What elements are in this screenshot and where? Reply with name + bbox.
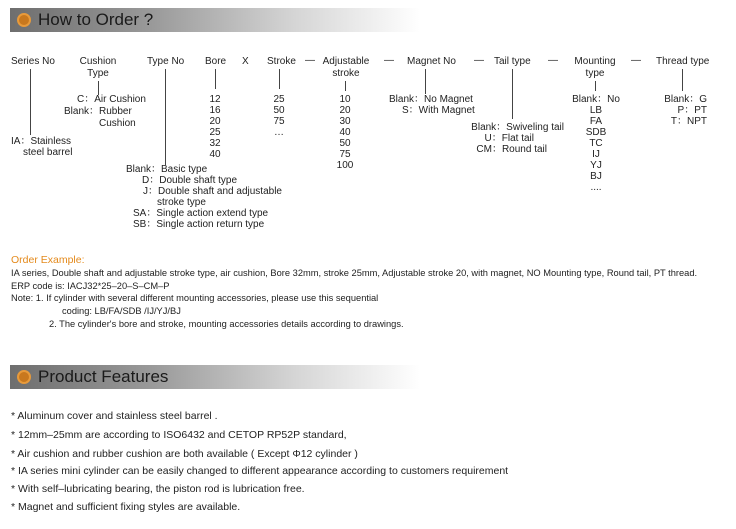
bullet-icon <box>17 13 31 27</box>
mounting-connector <box>595 81 596 91</box>
tail-option: CM：Round tail <box>476 144 547 155</box>
header-magnet-no: Magnet No <box>407 56 456 67</box>
mounting-value: IJ <box>592 149 600 160</box>
series-connector <box>30 69 31 135</box>
separator: — <box>631 55 641 66</box>
feature-item: * With self–lubricating bearing, the piston rod is lubrication free. <box>11 483 305 495</box>
mounting-value: BJ <box>590 171 602 182</box>
adjustable-connector <box>345 81 346 91</box>
magnet-option: S：With Magnet <box>402 105 475 116</box>
adjustable-value: 100 <box>336 160 354 171</box>
magnet-option: Blank：No Magnet <box>389 94 473 105</box>
separator: — <box>305 55 315 66</box>
cushion-option-blank: Blank：Rubber <box>64 106 132 117</box>
note-1: Note: 1. If cylinder with several different mounting accessories, please use this sequential <box>11 293 379 303</box>
magnet-connector <box>425 69 426 94</box>
thread-option: P：PT <box>677 105 707 116</box>
adjustable-value: 30 <box>339 116 351 127</box>
thread-options <box>640 94 707 127</box>
header-series-no: Series No <box>11 56 55 67</box>
tail-connector <box>512 69 513 119</box>
bore-value: 40 <box>209 149 221 160</box>
header-x: X <box>242 56 249 67</box>
header-stroke: Stroke <box>267 56 296 67</box>
stroke-value: 25 <box>273 94 285 105</box>
stroke-connector <box>279 69 280 89</box>
bore-value: 16 <box>209 105 221 116</box>
type-no-option: SA：Single action extend type <box>133 208 269 219</box>
type-no-connector <box>165 69 166 165</box>
order-example-description: IA series, Double shaft and adjustable stroke type, air cushion, Bore 32mm, stroke 25mm, Adjustable stroke 20, with magnet, NO Mounting type, Round tail, PT thread. <box>11 268 698 278</box>
header-thread-type: Thread type <box>656 56 710 67</box>
type-no-option: J：Double shaft and adjustable <box>143 186 282 197</box>
order-example-heading: Order Example: <box>11 254 85 266</box>
bullet-icon <box>17 370 31 384</box>
separator: — <box>384 55 394 66</box>
separator: — <box>548 55 558 66</box>
header-adjustable-stroke: Adjustable stroke <box>322 56 370 79</box>
mounting-values <box>570 94 622 193</box>
series-option: IA：Stainless steel barrel <box>11 136 73 158</box>
feature-item: * 12mm–25mm are according to ISO6432 and CETOP RP52P standard, <box>11 429 347 441</box>
feature-item: * Aluminum cover and stainless steel barrel . <box>11 410 218 422</box>
feature-item: * Air cushion and rubber cushion are both available ( Except Φ12 cylinder ) <box>11 448 358 460</box>
type-no-option: D：Double shaft type <box>142 175 238 186</box>
mounting-value: TC <box>589 138 603 149</box>
type-no-option: Blank：Basic type <box>126 164 208 175</box>
stroke-value: … <box>274 127 284 138</box>
adjustable-value: 20 <box>339 105 351 116</box>
bore-value: 12 <box>209 94 221 105</box>
feature-item: * Magnet and sufficient fixing styles are available. <box>11 501 241 513</box>
header-cushion-type: Cushion Type <box>79 56 117 79</box>
mounting-value: .... <box>590 182 602 193</box>
thread-option: T：NPT <box>670 116 707 127</box>
bore-values <box>200 94 230 160</box>
mounting-value: LB <box>589 105 603 116</box>
header-type-no: Type No <box>147 56 185 67</box>
note-1-coding: coding: LB/FA/SDB /IJ/YJ/BJ <box>62 306 181 316</box>
header-bore: Bore <box>205 56 227 67</box>
how-to-order-banner <box>10 8 420 32</box>
bore-value: 25 <box>209 127 221 138</box>
thread-connector <box>682 69 683 91</box>
mounting-value: Blank：No <box>572 94 620 105</box>
adjustable-values <box>330 94 360 171</box>
mounting-value: SDB <box>585 127 607 138</box>
adjustable-value: 50 <box>339 138 351 149</box>
stroke-value: 75 <box>273 116 285 127</box>
adjustable-value: 10 <box>339 94 351 105</box>
mounting-value: YJ <box>590 160 602 171</box>
cushion-option-blank-cont: Cushion <box>99 118 136 129</box>
type-no-option: stroke type <box>157 197 206 208</box>
bore-connector <box>215 69 216 89</box>
product-features-title: Product Features <box>38 367 169 386</box>
adjustable-value: 75 <box>339 149 351 160</box>
mounting-value: FA <box>589 116 603 127</box>
header-tail-type: Tail type <box>494 56 531 67</box>
cushion-connector <box>98 81 99 95</box>
note-2: 2. The cylinder's bore and stroke, mounting accessories details according to drawings. <box>49 319 404 329</box>
how-to-order-title: How to Order ? <box>38 10 154 29</box>
stroke-value: 50 <box>273 105 285 116</box>
feature-item: * IA series mini cylinder can be easily changed to different appearance according to customers requirement <box>11 465 509 477</box>
separator: — <box>474 55 484 66</box>
stroke-values <box>262 94 296 138</box>
product-features-banner <box>10 365 420 389</box>
tail-option: U：Flat tail <box>484 133 534 144</box>
header-mounting-type: Mounting type <box>574 56 616 79</box>
thread-option: Blank：G <box>664 94 707 105</box>
erp-code: ERP code is: IACJ32*25–20–S–CM–P <box>11 281 170 291</box>
cushion-option-c: C：Air Cushion <box>77 94 146 105</box>
adjustable-value: 40 <box>339 127 351 138</box>
tail-option: Blank：Swiveling tail <box>471 122 564 133</box>
type-no-option: SB：Single action return type <box>133 219 265 230</box>
bore-value: 32 <box>209 138 221 149</box>
bore-value: 20 <box>209 116 221 127</box>
